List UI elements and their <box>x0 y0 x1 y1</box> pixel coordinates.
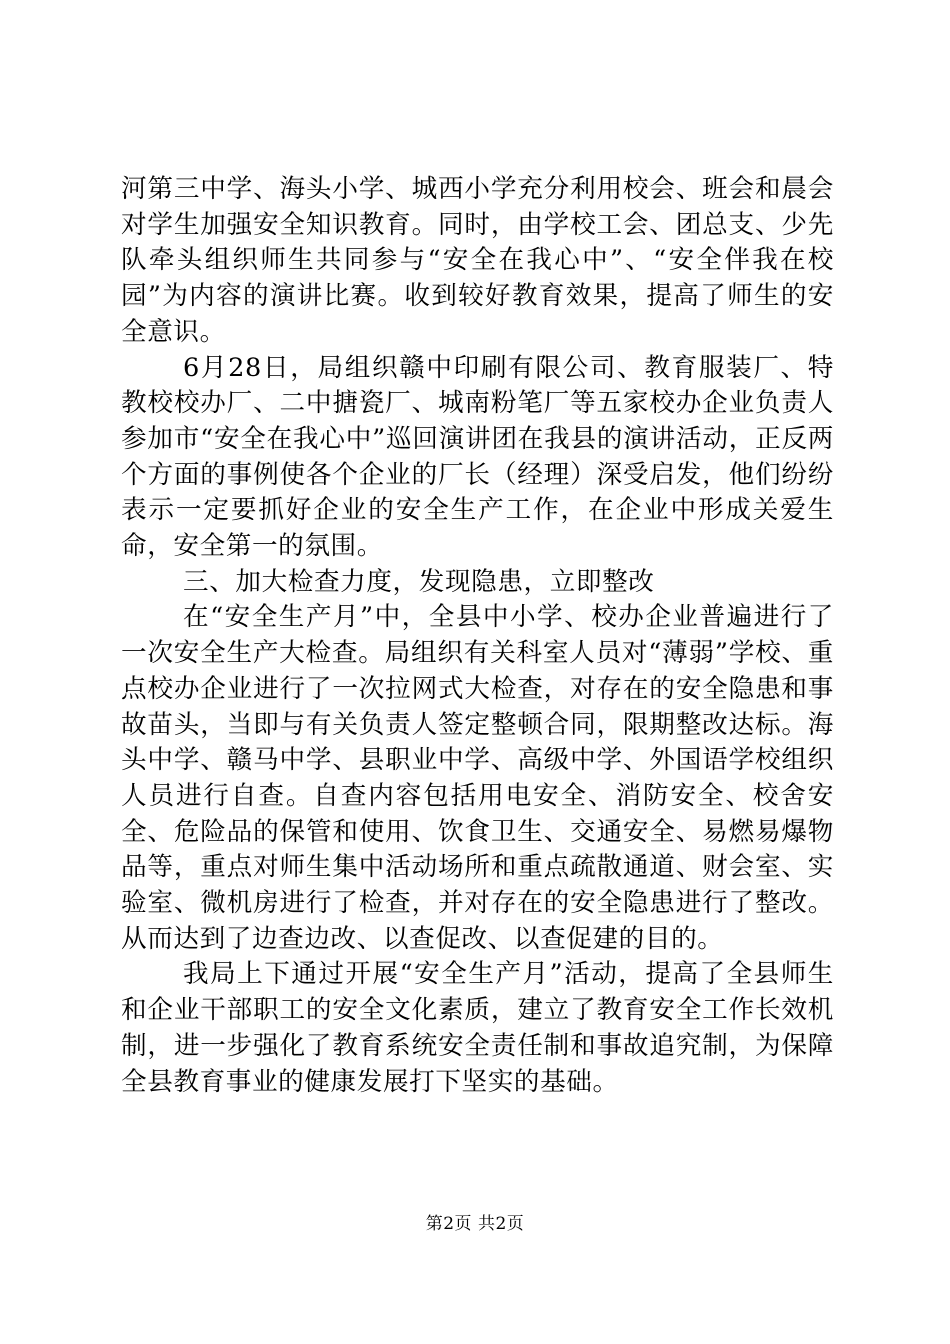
paragraph-conclusion: 我局上下通过开展“安全生产月”活动，提高了全县师生和企业干部职工的安全文化素质，建立了教育安全工作长效机制，进一步强化了教育系统安全责任制和事故追究制，为保障全县教育事业的健康发展打下坚实的基础。 <box>121 959 834 1097</box>
page-footer: 第2页 共2页 <box>425 1214 525 1234</box>
paragraph-june-28: 6月28日，局组织赣中印刷有限公司、教育服装厂、特教校校办厂、二中搪瓷厂、城南粉笔厂等五家校办企业负责人参加市“安全在我心中”巡回演讲团在我县的演讲活动，正反两个方面的事例使各个企业的厂长（经理）深受启发，他们纷纷表示一定要抓好企业的安全生产工作，在企业中形成关爱生命，安全第一的氛围。 <box>121 352 834 562</box>
paragraph-inspection: 在“安全生产月”中，全县中小学、校办企业普遍进行了一次安全生产大检查。局组织有关科室人员对“薄弱”学校、重点校办企业进行了一次拉网式大检查，对存在的安全隐患和事故苗头，当即与有关负责人签定整顿合同，限期整改达标。海头中学、赣马中学、县职业中学、高级中学、外国语学校组织人员进行自查。自查内容包括用电安全、消防安全、校舍安全、危险品的保管和使用、饮食卫生、交通安全、易燃易爆物品等，重点对师生集中活动场所和重点疏散通道、财会室、实验室、微机房进行了检查，并对存在的安全隐患进行了整改。从而达到了边查边改、以查促改、以查促建的目的。 <box>121 602 835 954</box>
paragraph-continuation: 河第三中学、海头小学、城西小学充分利用校会、班会和晨会对学生加强安全知识教育。同时，由学校工会、团总支、少先队牵头组织师生共同参与“安全在我心中”、“安全伴我在校园”为内容的演讲比赛。收到较好教育效果，提高了师生的安全意识。 <box>121 174 834 347</box>
section-heading-inspection: 三、加大检查力度，发现隐患，立即整改 <box>183 566 655 597</box>
document-body <box>121 172 834 1100</box>
